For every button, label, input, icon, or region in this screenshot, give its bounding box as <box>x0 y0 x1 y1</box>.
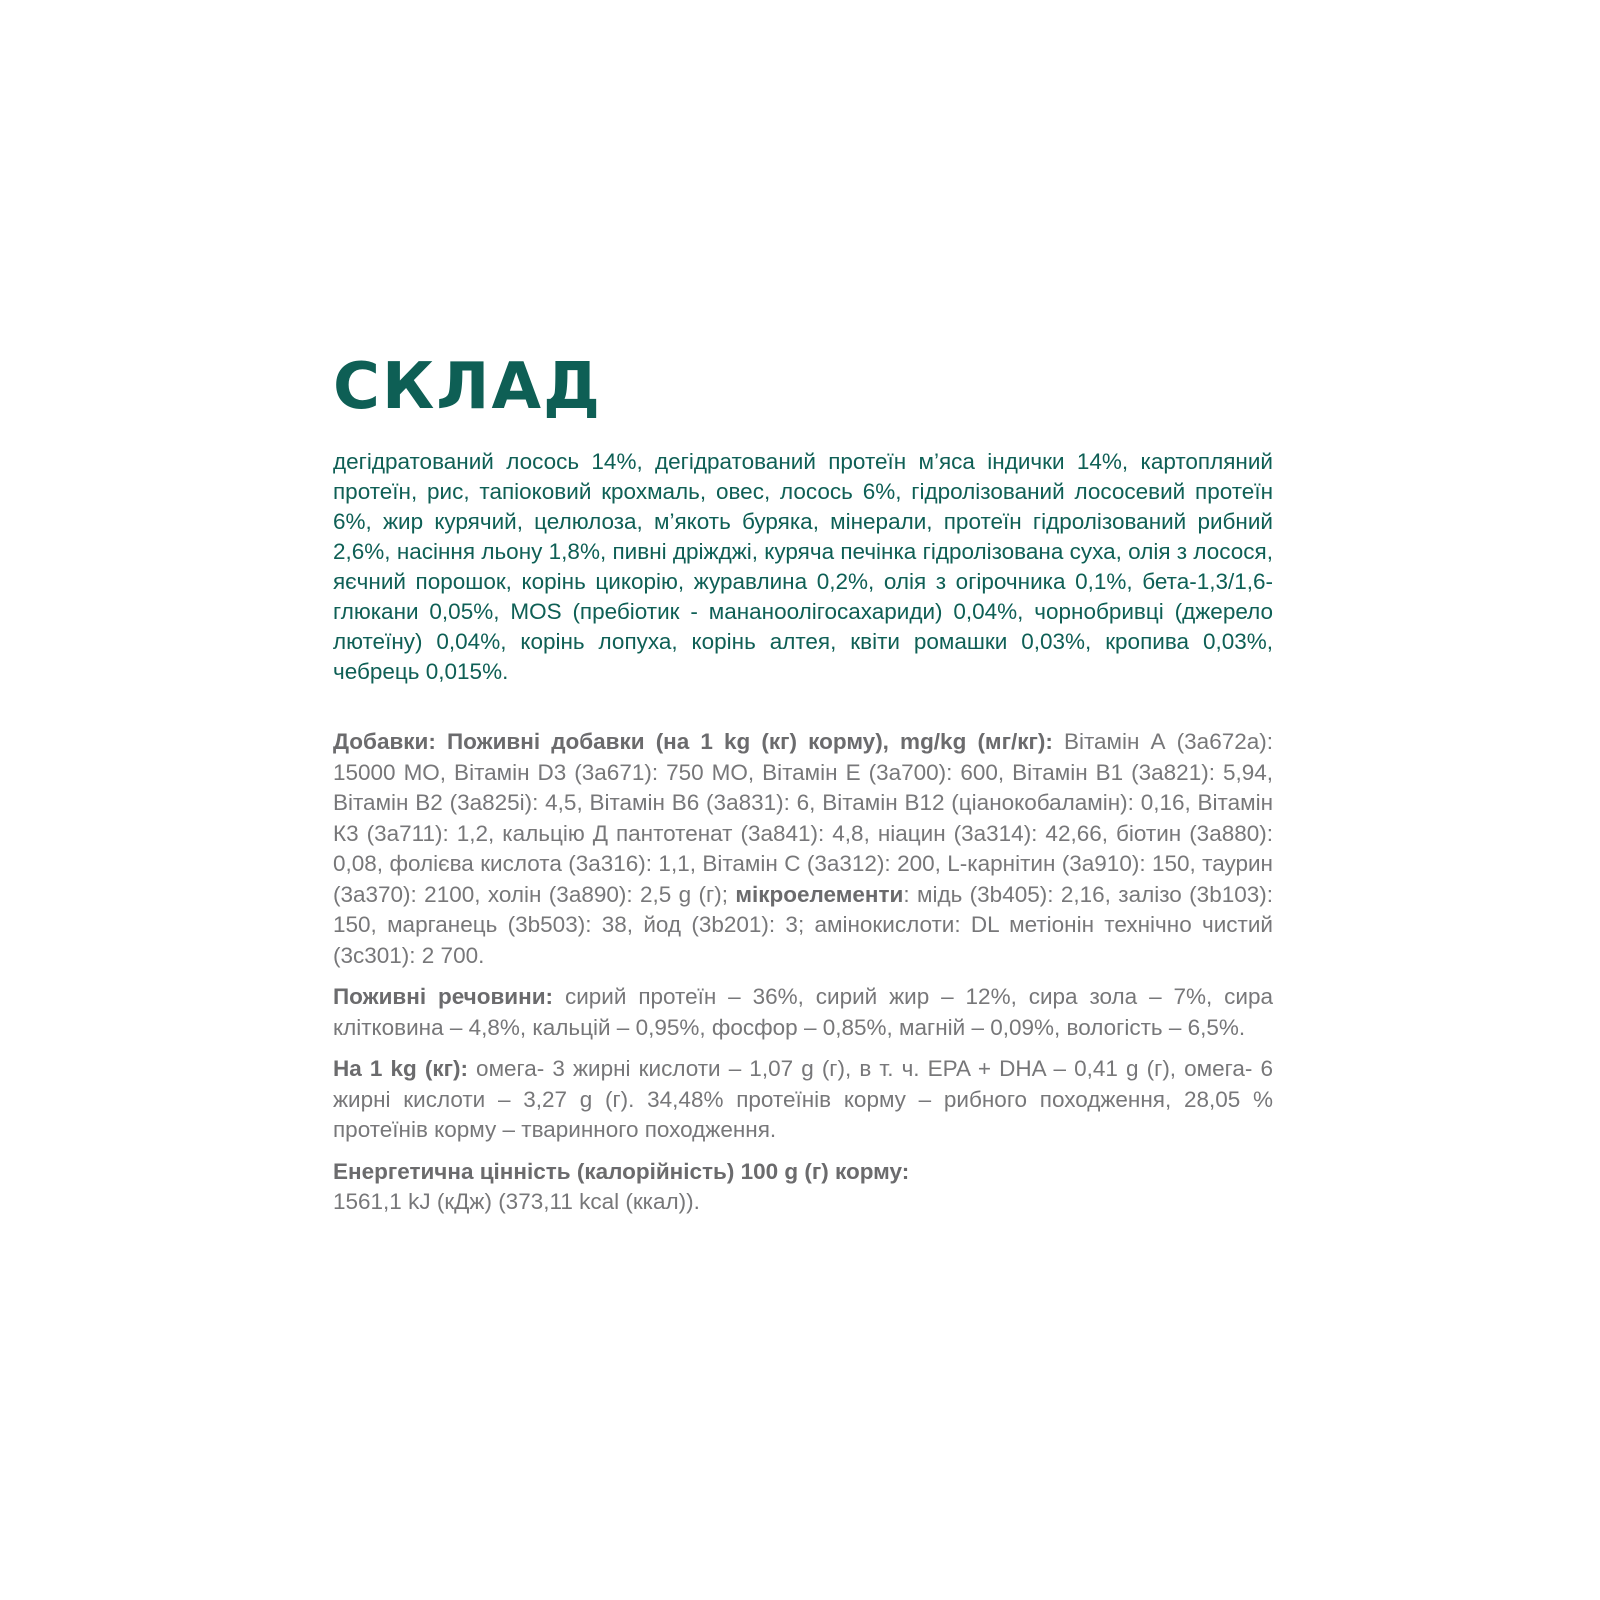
per-kg-label: На 1 kg (кг): <box>333 1056 468 1081</box>
nutrients-label: Поживні речовини: <box>333 984 554 1009</box>
energy-label: Енергетична цінність (калорійність) 100 g (г) корму: <box>333 1158 910 1184</box>
per-kg-paragraph <box>333 1054 1273 1146</box>
ingredients-text: дегідратований лосось 14%, дегідратований протеїн м’яса індички 14%, картопляний протеїн, рис, тапіоковий крохмаль, овес, лосось 6%, гідролізований лососевий протеїн 6%, жир курячий, целюлоза, м’якоть буряка, мінерали, протеїн гідролізований рибний 2,6%, насіння льону 1,8%, пивні дріжджі, куряча печінка гідролізована суха, олія з лосося, яєчний порошок, корінь цикорію, журавлина 0,2%, олія з огірочника 0,1%, бета-1,3/1,6-глюкани 0,05%, MOS (пребіотик - мананоолігосахариди) 0,04%, чорнобривці (джерело лютеїну) 0,04%, корінь лопуха, корінь алтея, квіти ромашки 0,03%, кропива 0,03%, чебрець 0,015%. <box>333 449 1273 684</box>
energy-value: 1561,1 kJ (кДж) (373,11 kcal (ккал)). <box>333 1189 700 1214</box>
microelements-label: мікроелементи <box>735 881 904 907</box>
additives-text-2: : мідь (3b405): 2,16, залізо (3b103): 150, марганець (3b503): 38, йод (3b201): 3; амінокислоти: DL метіонін технічно чистий (3с301): 2 700. <box>333 881 1273 968</box>
per-kg-text: омега- 3 жирні кислоти – 1,07 g (г), в т. ч. EPA + DHA – 0,41 g (г), омега- 6 жирні кислоти – 3,27 g (г). 34,48% протеїнів корму – рибного походження, 28,05 % протеїнів корму – тваринного походження. <box>333 1056 1273 1142</box>
page-title: СКЛАД <box>333 350 602 424</box>
composition-section <box>333 350 1273 1218</box>
nutrients-paragraph <box>333 982 1273 1043</box>
additives-text-1: Вітамін А (3а672а): 15000 МО, Вітамін D3 (3а671): 750 МО, Вітамін Е (3а700): 600, Вітамін В1 (3а821): 5,94, Вітамін В2 (3а825і): 4,5, Вітамін В6 (3а831): 6, Вітамін В12 (ціанокобаламін): 0,16, Вітамін К3 (3а711): 1,2, кальцію Д пантотенат (3а841): 4,8, ніацин (3а314): 42,66, біотин (3а880): 0,08, фолієва кислота (3а316): 1,1, Вітамін С (3а312): 200, L-карнітин (3а910): 150, таурин (3а370): 2100, холін (3а890): 2,5 g (г); <box>333 729 1273 907</box>
additives-label: Добавки: Поживні добавки (на 1 kg (кг) корму), mg/kg (мг/кг): <box>333 729 1053 754</box>
additives-paragraph <box>333 727 1273 971</box>
nutrients-text: сирий протеїн – 36%, сирий жир – 12%, сира зола – 7%, сира клітковина – 4,8%, кальцій – 0,95%, фосфор – 0,85%, магній – 0,09%, вологість – 6,5%. <box>333 984 1273 1040</box>
